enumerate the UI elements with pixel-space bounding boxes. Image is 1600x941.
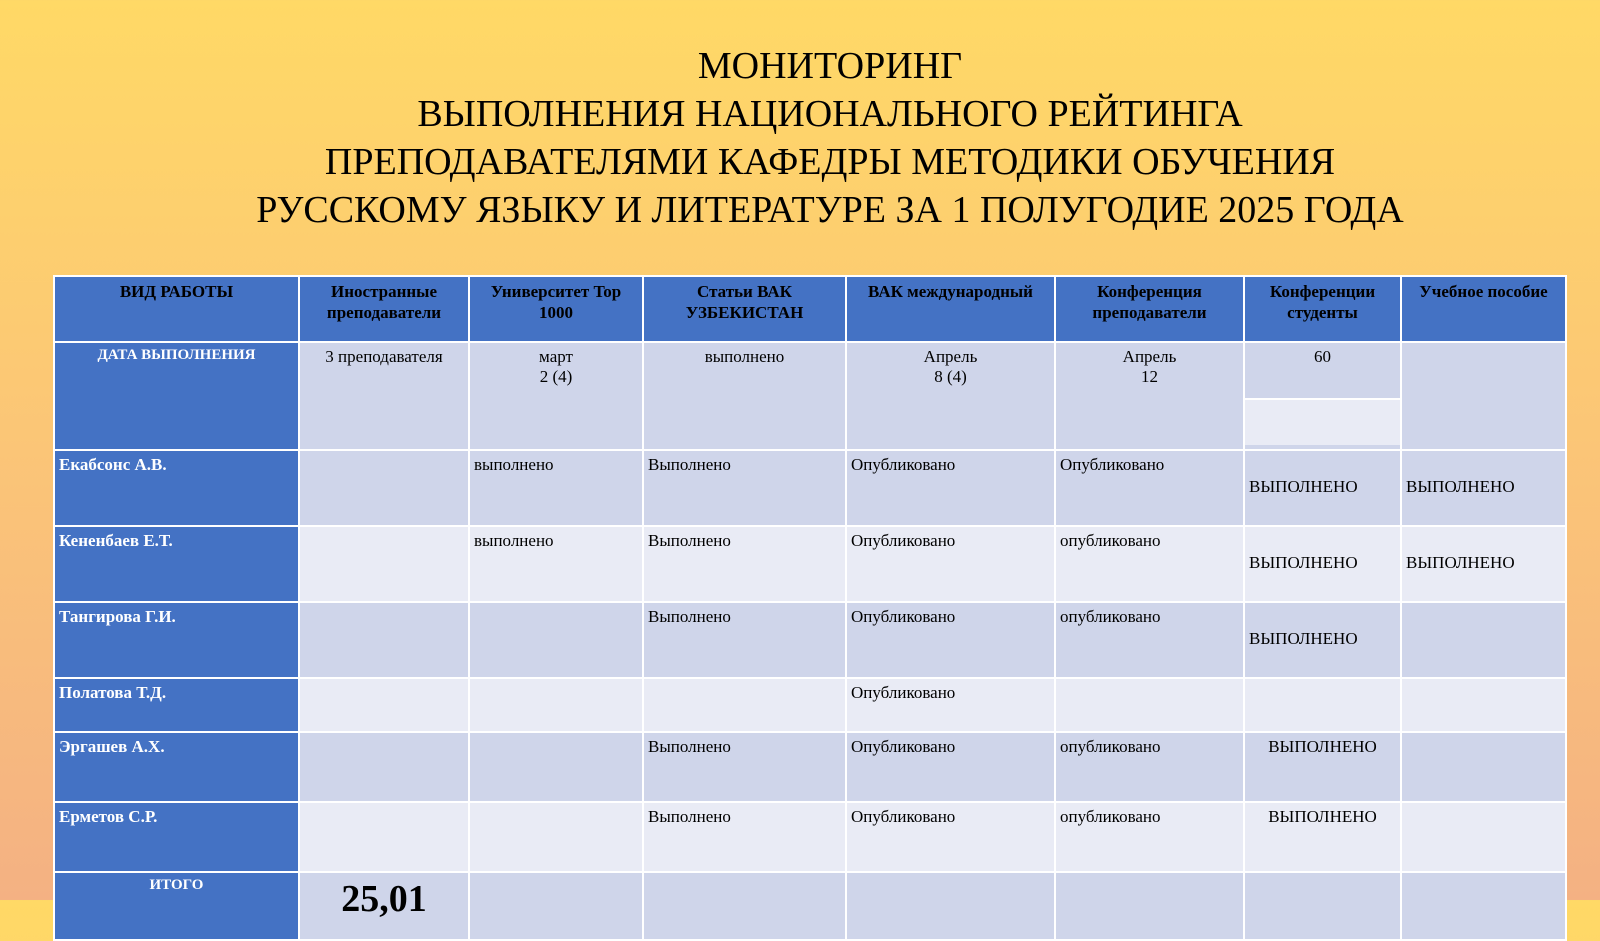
table-cell: Выполнено: [643, 802, 846, 872]
title-line-4: РУССКОМУ ЯЗЫКУ И ЛИТЕРАТУРЕ ЗА 1 ПОЛУГОДИЕ 2025 ГОДА: [256, 189, 1404, 231]
table-row: [54, 526, 1566, 602]
table-row: [54, 732, 1566, 802]
header-cell: Учебное пособие: [1401, 276, 1566, 342]
table-cell: [299, 450, 469, 526]
teacher-name: Эргашев А.Х.: [54, 732, 299, 802]
cell-line: Апрель: [1122, 347, 1177, 366]
table-cell: ВЫПОЛНЕНО: [1401, 526, 1566, 602]
table-cell: Опубликовано: [1055, 450, 1244, 526]
table-cell: [1055, 678, 1244, 732]
table-cell: [1244, 872, 1401, 940]
cell-line: 12: [1141, 367, 1158, 386]
table-cell: [469, 602, 643, 678]
table-cell: [299, 802, 469, 872]
table-cell: [1055, 872, 1244, 940]
cell-line: 8 (4): [934, 367, 967, 386]
table-cell: Опубликовано: [846, 802, 1055, 872]
rating-table: [53, 275, 1567, 941]
table-cell: [846, 342, 1055, 450]
cell-line: Апрель: [923, 347, 978, 366]
header-cell: Университет Top 1000: [469, 276, 643, 342]
table-cell: [299, 526, 469, 602]
table-cell: [469, 872, 643, 940]
table-cell: [1401, 732, 1566, 802]
header-cell: Статьи ВАК УЗБЕКИСТАН: [643, 276, 846, 342]
title-line-2: ВЫПОЛНЕНИЯ НАЦИОНАЛЬНОГО РЕЙТИНГА: [417, 93, 1243, 135]
table-cell: опубликовано: [1055, 602, 1244, 678]
table-row: [54, 678, 1566, 732]
table-cell: выполнено: [643, 342, 846, 450]
teacher-name: Екабсонс А.В.: [54, 450, 299, 526]
table-cell: ВЫПОЛНЕНО: [1244, 602, 1401, 678]
table-cell: [846, 872, 1055, 940]
header-cell: Иностранные преподаватели: [299, 276, 469, 342]
title-line-3: ПРЕПОДАВАТЕЛЯМИ КАФЕДРЫ МЕТОДИКИ ОБУЧЕНИЯ: [324, 141, 1336, 183]
cell-line: 2 (4): [539, 367, 573, 386]
total-row: [54, 872, 1566, 940]
row-label: ДАТА ВЫПОЛНЕНИЯ: [54, 342, 299, 450]
table-cell: [1244, 342, 1401, 450]
teacher-name: Кененбаев Е.Т.: [54, 526, 299, 602]
date-row: [54, 342, 1566, 450]
table-cell: ВЫПОЛНЕНО: [1244, 526, 1401, 602]
table-cell: [1401, 678, 1566, 732]
table-cell: Опубликовано: [846, 678, 1055, 732]
table-cell: [469, 802, 643, 872]
table-cell: [1401, 342, 1566, 450]
table-cell: [1244, 678, 1401, 732]
header-cell: ВАК международный: [846, 276, 1055, 342]
table-cell: [469, 678, 643, 732]
table-cell: [643, 678, 846, 732]
cell-line: 60: [1245, 343, 1400, 400]
total-label: ИТОГО: [54, 872, 299, 940]
header-cell: ВИД РАБОТЫ: [54, 276, 299, 342]
table-cell: Выполнено: [643, 526, 846, 602]
table-row: [54, 802, 1566, 872]
table-cell: Опубликовано: [846, 732, 1055, 802]
header-cell: Конференция преподаватели: [1055, 276, 1244, 342]
table-cell: [299, 678, 469, 732]
table-cell: опубликовано: [1055, 526, 1244, 602]
table-cell: опубликовано: [1055, 732, 1244, 802]
cell-line: март: [539, 347, 573, 366]
title-line-1: МОНИТОРИНГ: [697, 45, 963, 87]
table-cell: [469, 342, 643, 450]
table-cell: Выполнено: [643, 602, 846, 678]
table-cell: [1401, 802, 1566, 872]
table-cell: [299, 602, 469, 678]
table-cell: ВЫПОЛНЕНО: [1244, 802, 1401, 872]
slide-title: [0, 42, 1600, 234]
table-cell: [469, 732, 643, 802]
table-cell: ВЫПОЛНЕНО: [1244, 732, 1401, 802]
table-cell: [1401, 872, 1566, 940]
teacher-name: Ерметов С.Р.: [54, 802, 299, 872]
table-cell: Опубликовано: [846, 526, 1055, 602]
table-cell: [643, 872, 846, 940]
table-cell: Выполнено: [643, 732, 846, 802]
total-value: 25,01: [299, 872, 469, 940]
teacher-name: Тангирова Г.И.: [54, 602, 299, 678]
table-cell: ВЫПОЛНЕНО: [1401, 450, 1566, 526]
empty-subcell: [1245, 400, 1400, 445]
teacher-name: Полатова Т.Д.: [54, 678, 299, 732]
table-cell: ВЫПОЛНЕНО: [1244, 450, 1401, 526]
table-cell: Опубликовано: [846, 450, 1055, 526]
header-row: [54, 276, 1566, 342]
table-row: [54, 450, 1566, 526]
table-cell: [1055, 342, 1244, 450]
table-cell: выполнено: [469, 526, 643, 602]
table-cell: 3 преподавателя: [299, 342, 469, 450]
table-row: [54, 602, 1566, 678]
table-cell: опубликовано: [1055, 802, 1244, 872]
table-cell: [1401, 602, 1566, 678]
table-cell: [299, 732, 469, 802]
table-cell: выполнено: [469, 450, 643, 526]
table-cell: Выполнено: [643, 450, 846, 526]
header-cell: Конференции студенты: [1244, 276, 1401, 342]
table-cell: Опубликовано: [846, 602, 1055, 678]
